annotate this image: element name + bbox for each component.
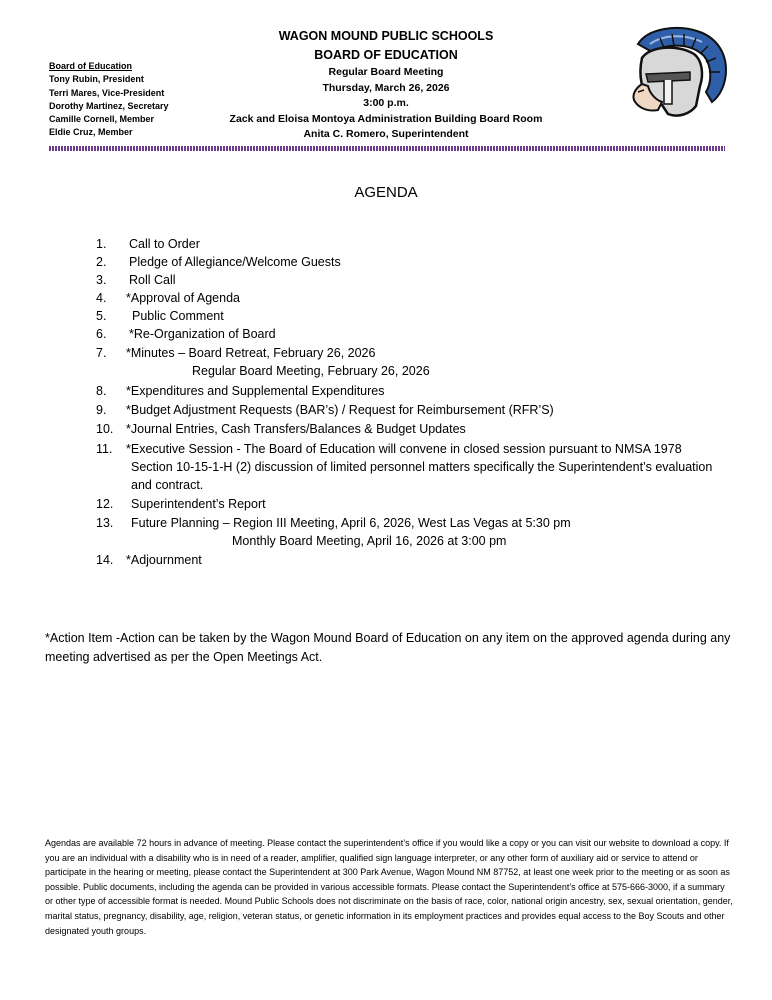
item-number: 8. — [96, 384, 107, 398]
item-number: 7. — [96, 346, 107, 360]
header-divider — [49, 146, 725, 151]
meeting-location: Zack and Eloisa Montoya Administration Building Board Room — [229, 112, 543, 125]
item-number: 14. — [96, 553, 114, 567]
item-number: 11. — [96, 442, 113, 456]
item-text: Public Comment — [132, 309, 224, 323]
item-number: 9. — [96, 403, 107, 417]
item-number: 1. — [96, 237, 107, 251]
meeting-header — [200, 27, 572, 143]
board-member: Eldie Cruz, Member — [49, 127, 133, 138]
item-text: Superintendent’s Report — [131, 497, 266, 511]
item-text: *Expenditures and Supplemental Expenditures — [126, 384, 385, 398]
item-text: *Approval of Agenda — [126, 291, 240, 305]
item-text: Future Planning – Region III Meeting, April 6, 2026, West Las Vegas at 5:30 pm — [131, 516, 571, 530]
item-text: *Minutes – Board Retreat, February 26, 2026 — [126, 346, 376, 360]
school-name: WAGON MOUND PUBLIC SCHOOLS — [278, 29, 494, 43]
item-text: Roll Call — [129, 273, 176, 287]
item-number: 13. — [96, 516, 114, 530]
item-text: Regular Board Meeting, February 26, 2026 — [192, 364, 430, 378]
board-member: Tony Rubin, President — [49, 74, 144, 85]
item-text: and contract. — [131, 478, 204, 492]
item-text: Pledge of Allegiance/Welcome Guests — [129, 255, 341, 269]
item-text: Section 10-15-1-H (2) discussion of limited personnel matters specifically the Superintendent’s evaluation — [131, 460, 713, 474]
spartan-helmet-icon — [620, 22, 730, 122]
item-number: 12. — [96, 497, 114, 511]
meeting-time: 3:00 p.m. — [363, 97, 409, 109]
item-text: *Re-Organization of Board — [129, 327, 276, 341]
meeting-type: Regular Board Meeting — [328, 66, 444, 78]
board-member: Terri Mares, Vice-President — [49, 87, 165, 98]
board-heading: Board of Education — [49, 61, 132, 71]
item-text: Monthly Board Meeting, April 16, 2026 at 3:00 pm — [232, 534, 507, 548]
item-text: *Budget Adjustment Requests (BAR’s) / Request for Reimbursement (RFR’S) — [126, 403, 554, 417]
item-number: 6. — [96, 327, 107, 341]
item-number: 4. — [96, 291, 107, 305]
item-text: *Executive Session - The Board of Education will convene in closed session pursuant to NMSA 1978 — [126, 442, 682, 456]
meeting-date: Thursday, March 26, 2026 — [322, 81, 450, 94]
agenda-title: AGENDA — [354, 184, 418, 201]
item-text: *Journal Entries, Cash Transfers/Balances & Budget Updates — [126, 422, 466, 436]
item-number: 10. — [96, 422, 114, 436]
item-number: 2. — [96, 255, 107, 269]
item-text: *Adjournment — [126, 553, 202, 567]
item-number: 3. — [96, 273, 107, 287]
item-text: Call to Order — [129, 237, 200, 251]
superintendent: Anita C. Romero, Superintendent — [303, 128, 469, 140]
board-members-block — [49, 60, 169, 140]
board-member: Camille Cornell, Member — [49, 114, 155, 125]
accessibility-footer: Agendas are available 72 hours in advance of meeting. Please contact the superintendent’s office if you would like a copy or you can visit our website to download a copy. If you are an individual with a disability who is in need of a reader, amplifier, qualified sign language interpreter, or any other form of auxiliary aid or service to attend or participate in the hearing or meeting, please contact the Superintendent at 300 Park Avenue, Wagon Mound NM 87752, at least one week prior to the meeting or as soon as possible. Public documents, including the agenda can be provided in various accessible formats. Please contact the Superintendent’s office at 575-666-3000, if a summary or other type of accessible format is needed. Mound Public Schools does not discriminate on the basis of race, color, national origin ancestry, sex, sexual orientation, gender, marital status, pregnancy, disability, age, religion, veteran status, or genetic information in its employment practices and provides equal access to the Boy Scouts and other designated youth groups. — [45, 838, 733, 936]
item-number: 5. — [96, 309, 107, 323]
action-item-note: *Action Item -Action can be taken by the Wagon Mound Board of Education on any item on the approved agenda during any meeting advertised as per the Open Meetings Act. — [45, 631, 731, 664]
board-member: Dorothy Martinez, Secretary — [49, 100, 169, 111]
board-name: BOARD OF EDUCATION — [314, 48, 458, 62]
